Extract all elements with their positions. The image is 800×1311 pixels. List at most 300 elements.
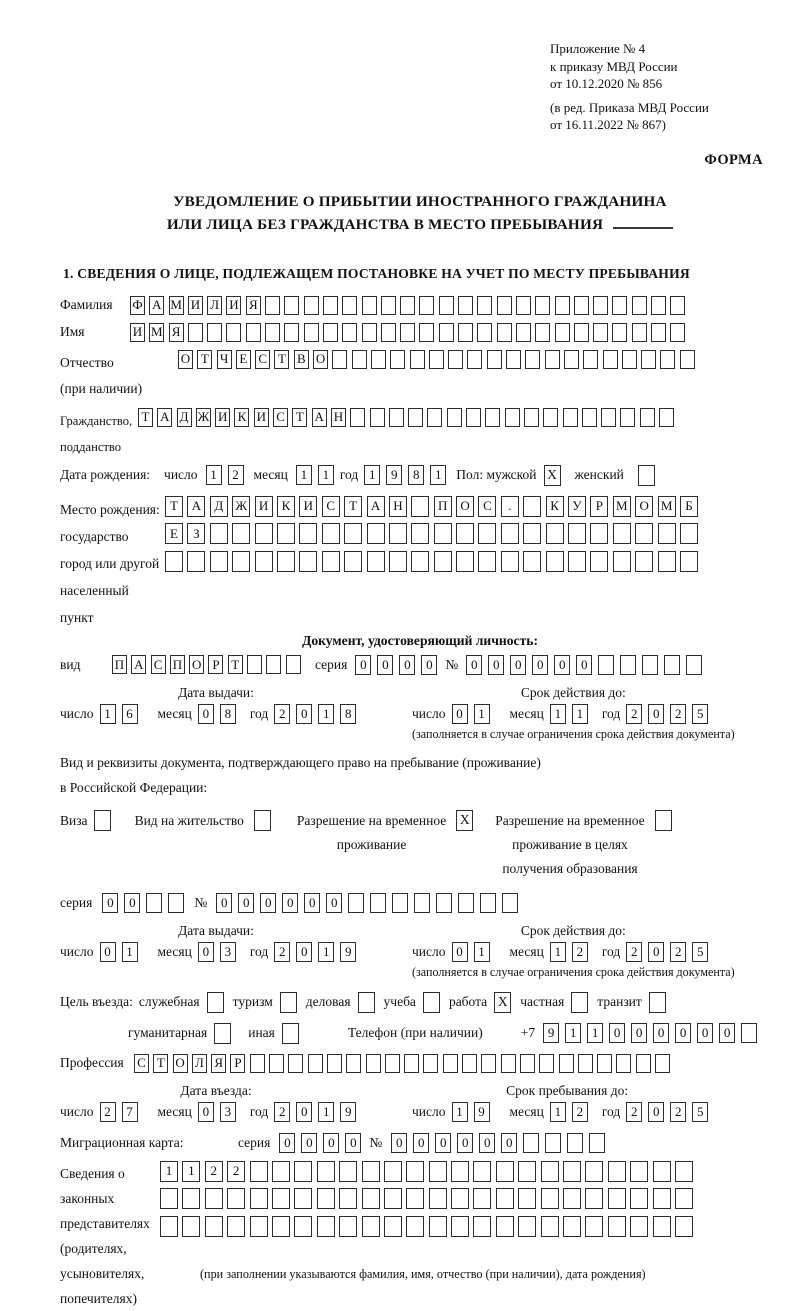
char-box[interactable]: [651, 296, 666, 315]
char-box[interactable]: [670, 296, 685, 315]
char-box[interactable]: 8: [220, 704, 236, 724]
permit-issue-day[interactable]: [100, 942, 144, 962]
char-box[interactable]: 0: [648, 1102, 664, 1122]
char-box[interactable]: [568, 523, 586, 544]
char-box[interactable]: [675, 1188, 693, 1209]
char-box[interactable]: [411, 551, 429, 572]
char-box[interactable]: О: [456, 496, 474, 517]
stay-month[interactable]: [550, 1102, 594, 1122]
char-box[interactable]: [636, 1054, 651, 1073]
char-box[interactable]: [481, 1054, 496, 1073]
char-box[interactable]: Ф: [130, 296, 145, 315]
representatives-row-3[interactable]: [160, 1216, 697, 1237]
char-box[interactable]: [478, 551, 496, 572]
char-box[interactable]: [265, 296, 280, 315]
char-box[interactable]: [545, 350, 560, 369]
char-box[interactable]: [630, 1188, 648, 1209]
char-box[interactable]: [741, 1023, 757, 1043]
char-box[interactable]: Б: [680, 496, 698, 517]
char-box[interactable]: 1: [182, 1161, 200, 1182]
char-box[interactable]: 0: [576, 655, 592, 675]
char-box[interactable]: [589, 1133, 605, 1153]
char-box[interactable]: [496, 1216, 514, 1237]
char-box[interactable]: [250, 1161, 268, 1182]
purpose-study-checkbox[interactable]: [423, 992, 440, 1013]
birth-day-field[interactable]: [206, 465, 250, 485]
char-box[interactable]: [332, 350, 347, 369]
char-box[interactable]: [480, 893, 496, 913]
char-box[interactable]: 0: [296, 942, 312, 962]
char-box[interactable]: [384, 1216, 402, 1237]
char-box[interactable]: [165, 551, 183, 572]
char-box[interactable]: [322, 551, 340, 572]
char-box[interactable]: [160, 1216, 178, 1237]
permit-series-field[interactable]: [102, 893, 190, 913]
char-box[interactable]: 0: [719, 1023, 735, 1043]
char-box[interactable]: [497, 296, 512, 315]
residence-checkbox[interactable]: [254, 810, 271, 831]
char-box[interactable]: И: [254, 408, 269, 427]
char-box[interactable]: [451, 1161, 469, 1182]
char-box[interactable]: [419, 323, 434, 342]
char-box[interactable]: Ч: [217, 350, 232, 369]
doc-valid-day[interactable]: [452, 704, 496, 724]
char-box[interactable]: 1: [474, 942, 490, 962]
representatives-row-2[interactable]: [160, 1188, 697, 1209]
char-box[interactable]: [288, 1054, 303, 1073]
citizenship-field[interactable]: [138, 408, 678, 427]
doc-valid-month[interactable]: [550, 704, 594, 724]
char-box[interactable]: 0: [355, 655, 371, 675]
char-box[interactable]: [423, 1054, 438, 1073]
char-box[interactable]: 0: [609, 1023, 625, 1043]
char-box[interactable]: [477, 296, 492, 315]
char-box[interactable]: 0: [260, 893, 276, 913]
char-box[interactable]: С: [151, 655, 166, 674]
char-box[interactable]: 0: [391, 1133, 407, 1153]
char-box[interactable]: [518, 1188, 536, 1209]
char-box[interactable]: [429, 350, 444, 369]
char-box[interactable]: Т: [138, 408, 153, 427]
char-box[interactable]: [443, 1054, 458, 1073]
char-box[interactable]: Я: [246, 296, 261, 315]
char-box[interactable]: [501, 1054, 516, 1073]
firstname-field[interactable]: [130, 323, 690, 342]
entry-month[interactable]: [198, 1102, 242, 1122]
profession-field[interactable]: [134, 1054, 674, 1073]
char-box[interactable]: 0: [377, 655, 393, 675]
visa-checkbox[interactable]: [94, 810, 111, 831]
char-box[interactable]: [294, 1161, 312, 1182]
char-box[interactable]: [346, 1054, 361, 1073]
char-box[interactable]: [366, 1054, 381, 1073]
doc-issue-month[interactable]: [198, 704, 242, 724]
char-box[interactable]: М: [658, 496, 676, 517]
char-box[interactable]: [523, 1133, 539, 1153]
char-box[interactable]: 0: [648, 942, 664, 962]
doc-valid-year[interactable]: [626, 704, 714, 724]
char-box[interactable]: [473, 1161, 491, 1182]
char-box[interactable]: [362, 323, 377, 342]
char-box[interactable]: [456, 523, 474, 544]
char-box[interactable]: [210, 551, 228, 572]
char-box[interactable]: В: [294, 350, 309, 369]
char-box[interactable]: 2: [205, 1161, 223, 1182]
char-box[interactable]: [255, 523, 273, 544]
char-box[interactable]: [205, 1188, 223, 1209]
char-box[interactable]: [436, 893, 452, 913]
char-box[interactable]: 3: [220, 942, 236, 962]
char-box[interactable]: П: [170, 655, 185, 674]
char-box[interactable]: 1: [318, 942, 334, 962]
char-box[interactable]: 0: [279, 1133, 295, 1153]
char-box[interactable]: [502, 893, 518, 913]
char-box[interactable]: [250, 1054, 265, 1073]
char-box[interactable]: [630, 1161, 648, 1182]
char-box[interactable]: [406, 1188, 424, 1209]
phone-field[interactable]: [543, 1023, 763, 1043]
char-box[interactable]: 0: [532, 655, 548, 675]
char-box[interactable]: 0: [296, 704, 312, 724]
char-box[interactable]: 0: [421, 655, 437, 675]
char-box[interactable]: [520, 1054, 535, 1073]
char-box[interactable]: 1: [206, 465, 222, 485]
doc-number-field[interactable]: [466, 655, 708, 675]
char-box[interactable]: [266, 655, 281, 674]
char-box[interactable]: 0: [457, 1133, 473, 1153]
char-box[interactable]: А: [149, 296, 164, 315]
char-box[interactable]: [339, 1161, 357, 1182]
char-box[interactable]: [635, 523, 653, 544]
char-box[interactable]: [299, 523, 317, 544]
char-box[interactable]: [524, 408, 539, 427]
char-box[interactable]: А: [367, 496, 385, 517]
char-box[interactable]: А: [157, 408, 172, 427]
char-box[interactable]: [317, 1188, 335, 1209]
char-box[interactable]: [675, 1161, 693, 1182]
char-box[interactable]: 0: [326, 893, 342, 913]
char-box[interactable]: [505, 408, 520, 427]
char-box[interactable]: [658, 523, 676, 544]
char-box[interactable]: [601, 408, 616, 427]
char-box[interactable]: 0: [648, 704, 664, 724]
char-box[interactable]: [583, 350, 598, 369]
purpose-work-checkbox[interactable]: X: [494, 992, 511, 1013]
char-box[interactable]: 0: [510, 655, 526, 675]
char-box[interactable]: [390, 350, 405, 369]
char-box[interactable]: А: [312, 408, 327, 427]
char-box[interactable]: [559, 1054, 574, 1073]
char-box[interactable]: 0: [435, 1133, 451, 1153]
char-box[interactable]: [458, 323, 473, 342]
purpose-transit-checkbox[interactable]: [649, 992, 666, 1013]
char-box[interactable]: 2: [626, 704, 642, 724]
doc-issue-day[interactable]: [100, 704, 144, 724]
char-box[interactable]: 0: [282, 893, 298, 913]
char-box[interactable]: [308, 1054, 323, 1073]
char-box[interactable]: [622, 350, 637, 369]
char-box[interactable]: [389, 523, 407, 544]
char-box[interactable]: [620, 655, 636, 675]
char-box[interactable]: 0: [124, 893, 140, 913]
char-box[interactable]: 2: [100, 1102, 116, 1122]
char-box[interactable]: И: [215, 408, 230, 427]
char-box[interactable]: [641, 350, 656, 369]
sex-male-checkbox[interactable]: X: [544, 465, 561, 486]
char-box[interactable]: [447, 408, 462, 427]
char-box[interactable]: [462, 1054, 477, 1073]
char-box[interactable]: К: [277, 496, 295, 517]
char-box[interactable]: [370, 893, 386, 913]
char-box[interactable]: [389, 551, 407, 572]
char-box[interactable]: [385, 1054, 400, 1073]
char-box[interactable]: [400, 323, 415, 342]
surname-field[interactable]: [130, 296, 690, 315]
purpose-tourism-checkbox[interactable]: [280, 992, 297, 1013]
char-box[interactable]: Т: [153, 1054, 168, 1073]
char-box[interactable]: [411, 496, 429, 517]
char-box[interactable]: Я: [169, 323, 184, 342]
char-box[interactable]: [434, 551, 452, 572]
char-box[interactable]: [427, 408, 442, 427]
char-box[interactable]: 1: [474, 704, 490, 724]
char-box[interactable]: [563, 1216, 581, 1237]
char-box[interactable]: [272, 1216, 290, 1237]
char-box[interactable]: [567, 1133, 583, 1153]
char-box[interactable]: [653, 1188, 671, 1209]
char-box[interactable]: [400, 296, 415, 315]
char-box[interactable]: [541, 1161, 559, 1182]
char-box[interactable]: [578, 1054, 593, 1073]
char-box[interactable]: 2: [670, 942, 686, 962]
char-box[interactable]: [160, 1188, 178, 1209]
char-box[interactable]: Т: [274, 350, 289, 369]
char-box[interactable]: [451, 1188, 469, 1209]
char-box[interactable]: 1: [296, 465, 312, 485]
char-box[interactable]: Ж: [196, 408, 211, 427]
char-box[interactable]: Я: [211, 1054, 226, 1073]
char-box[interactable]: [516, 323, 531, 342]
char-box[interactable]: [487, 350, 502, 369]
char-box[interactable]: [651, 323, 666, 342]
char-box[interactable]: [323, 296, 338, 315]
char-box[interactable]: [653, 1216, 671, 1237]
char-box[interactable]: [632, 323, 647, 342]
char-box[interactable]: Т: [228, 655, 243, 674]
char-box[interactable]: [339, 1188, 357, 1209]
char-box[interactable]: [603, 350, 618, 369]
char-box[interactable]: [207, 323, 222, 342]
char-box[interactable]: [188, 323, 203, 342]
doc-type-field[interactable]: [112, 655, 305, 674]
char-box[interactable]: 0: [198, 942, 214, 962]
char-box[interactable]: [227, 1216, 245, 1237]
char-box[interactable]: 0: [399, 655, 415, 675]
char-box[interactable]: Т: [292, 408, 307, 427]
char-box[interactable]: [371, 350, 386, 369]
char-box[interactable]: [439, 323, 454, 342]
char-box[interactable]: [642, 655, 658, 675]
char-box[interactable]: [612, 323, 627, 342]
purpose-private-checkbox[interactable]: [571, 992, 588, 1013]
char-box[interactable]: [523, 551, 541, 572]
char-box[interactable]: [381, 296, 396, 315]
char-box[interactable]: [350, 408, 365, 427]
birthplace-row-3[interactable]: [165, 551, 702, 572]
char-box[interactable]: 2: [274, 942, 290, 962]
char-box[interactable]: А: [187, 496, 205, 517]
char-box[interactable]: 1: [318, 465, 334, 485]
char-box[interactable]: 6: [122, 704, 138, 724]
char-box[interactable]: 1: [587, 1023, 603, 1043]
char-box[interactable]: [370, 408, 385, 427]
char-box[interactable]: [658, 551, 676, 572]
char-box[interactable]: О: [313, 350, 328, 369]
birth-year-field[interactable]: [364, 465, 452, 485]
char-box[interactable]: [630, 1216, 648, 1237]
char-box[interactable]: [384, 1161, 402, 1182]
char-box[interactable]: [255, 551, 273, 572]
patronymic-field[interactable]: [178, 350, 699, 369]
permit-valid-day[interactable]: [452, 942, 496, 962]
char-box[interactable]: Л: [192, 1054, 207, 1073]
char-box[interactable]: [250, 1216, 268, 1237]
char-box[interactable]: 0: [323, 1133, 339, 1153]
char-box[interactable]: [384, 1188, 402, 1209]
char-box[interactable]: 0: [488, 655, 504, 675]
char-box[interactable]: [478, 523, 496, 544]
char-box[interactable]: 0: [198, 704, 214, 724]
char-box[interactable]: [272, 1188, 290, 1209]
char-box[interactable]: [232, 551, 250, 572]
sex-female-checkbox[interactable]: [638, 465, 655, 486]
char-box[interactable]: 0: [479, 1133, 495, 1153]
char-box[interactable]: [620, 408, 635, 427]
char-box[interactable]: [523, 496, 541, 517]
char-box[interactable]: 9: [543, 1023, 559, 1043]
char-box[interactable]: [585, 1216, 603, 1237]
char-box[interactable]: 0: [198, 1102, 214, 1122]
entry-year[interactable]: [274, 1102, 362, 1122]
char-box[interactable]: [232, 523, 250, 544]
char-box[interactable]: 3: [220, 1102, 236, 1122]
char-box[interactable]: С: [273, 408, 288, 427]
char-box[interactable]: [563, 1161, 581, 1182]
birthplace-row-1[interactable]: [165, 496, 702, 517]
char-box[interactable]: 0: [345, 1133, 361, 1153]
char-box[interactable]: 1: [550, 942, 566, 962]
char-box[interactable]: 0: [301, 1133, 317, 1153]
char-box[interactable]: З: [187, 523, 205, 544]
char-box[interactable]: [362, 296, 377, 315]
char-box[interactable]: [414, 893, 430, 913]
char-box[interactable]: Е: [165, 523, 183, 544]
char-box[interactable]: [294, 1216, 312, 1237]
char-box[interactable]: [327, 1054, 342, 1073]
char-box[interactable]: [456, 551, 474, 572]
char-box[interactable]: [182, 1216, 200, 1237]
entry-day[interactable]: [100, 1102, 144, 1122]
char-box[interactable]: [284, 296, 299, 315]
char-box[interactable]: 1: [565, 1023, 581, 1043]
char-box[interactable]: Р: [230, 1054, 245, 1073]
char-box[interactable]: 1: [100, 704, 116, 724]
char-box[interactable]: [680, 523, 698, 544]
char-box[interactable]: [555, 296, 570, 315]
purpose-official-checkbox[interactable]: [207, 992, 224, 1013]
char-box[interactable]: С: [134, 1054, 149, 1073]
char-box[interactable]: 5: [692, 1102, 708, 1122]
char-box[interactable]: [344, 551, 362, 572]
char-box[interactable]: 1: [572, 704, 588, 724]
char-box[interactable]: 1: [550, 704, 566, 724]
rvp-checkbox[interactable]: X: [456, 810, 473, 831]
char-box[interactable]: С: [478, 496, 496, 517]
char-box[interactable]: [523, 523, 541, 544]
char-box[interactable]: [612, 296, 627, 315]
char-box[interactable]: [429, 1216, 447, 1237]
char-box[interactable]: [299, 551, 317, 572]
char-box[interactable]: [664, 655, 680, 675]
char-box[interactable]: 1: [452, 1102, 468, 1122]
char-box[interactable]: [590, 523, 608, 544]
char-box[interactable]: У: [568, 496, 586, 517]
char-box[interactable]: [555, 323, 570, 342]
char-box[interactable]: [467, 350, 482, 369]
char-box[interactable]: 5: [692, 704, 708, 724]
permit-issue-month[interactable]: [198, 942, 242, 962]
char-box[interactable]: 2: [227, 1161, 245, 1182]
char-box[interactable]: П: [434, 496, 452, 517]
char-box[interactable]: Т: [165, 496, 183, 517]
char-box[interactable]: [496, 1161, 514, 1182]
char-box[interactable]: [574, 296, 589, 315]
char-box[interactable]: И: [226, 296, 241, 315]
char-box[interactable]: 1: [364, 465, 380, 485]
char-box[interactable]: [613, 523, 631, 544]
char-box[interactable]: [439, 296, 454, 315]
char-box[interactable]: 2: [274, 1102, 290, 1122]
char-box[interactable]: 0: [102, 893, 118, 913]
char-box[interactable]: 0: [554, 655, 570, 675]
char-box[interactable]: [458, 296, 473, 315]
rvp-education-checkbox[interactable]: [655, 810, 672, 831]
char-box[interactable]: [406, 1161, 424, 1182]
char-box[interactable]: [568, 551, 586, 572]
char-box[interactable]: [506, 350, 521, 369]
doc-series-field[interactable]: [355, 655, 443, 675]
char-box[interactable]: [265, 323, 280, 342]
char-box[interactable]: [563, 408, 578, 427]
char-box[interactable]: 0: [466, 655, 482, 675]
char-box[interactable]: [466, 408, 481, 427]
char-box[interactable]: 2: [670, 704, 686, 724]
char-box[interactable]: 0: [452, 704, 468, 724]
char-box[interactable]: [582, 408, 597, 427]
char-box[interactable]: 1: [160, 1161, 178, 1182]
char-box[interactable]: [535, 323, 550, 342]
char-box[interactable]: [389, 408, 404, 427]
char-box[interactable]: [352, 350, 367, 369]
char-box[interactable]: 0: [296, 1102, 312, 1122]
char-box[interactable]: 8: [340, 704, 356, 724]
char-box[interactable]: 0: [413, 1133, 429, 1153]
char-box[interactable]: [518, 1216, 536, 1237]
char-box[interactable]: 9: [474, 1102, 490, 1122]
char-box[interactable]: И: [188, 296, 203, 315]
char-box[interactable]: 5: [692, 942, 708, 962]
char-box[interactable]: [516, 296, 531, 315]
